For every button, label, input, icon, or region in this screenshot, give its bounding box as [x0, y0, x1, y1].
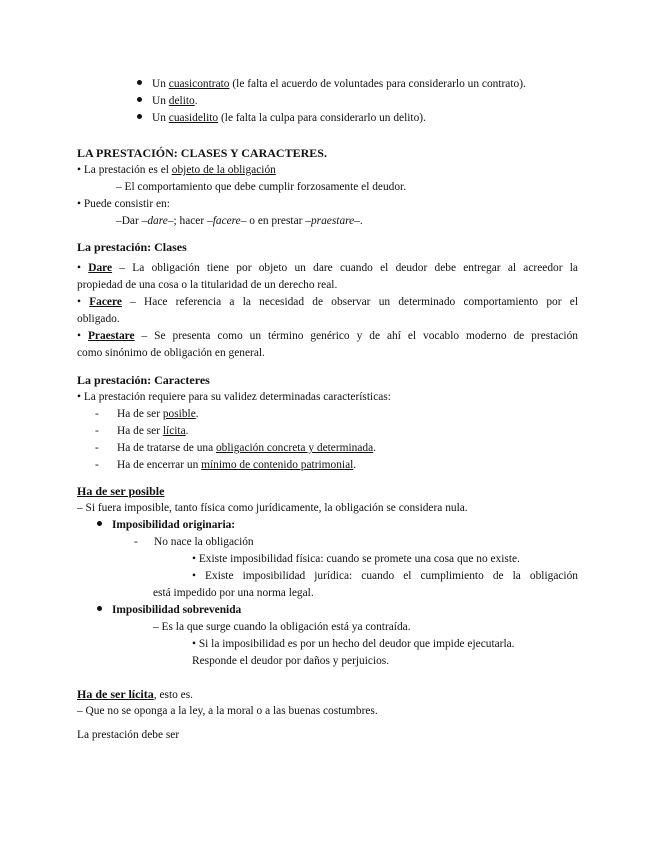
term-cuasicontrato: cuasicontrato	[168, 78, 230, 90]
def-line-1: • La prestación es el objeto de la obligación	[77, 164, 276, 176]
bullet-dot-icon	[137, 97, 142, 102]
term-dare: Dare	[88, 262, 113, 274]
originaria-bullet-2-line-1: • Existe imposibilidad jurídica: cuando el cumplimiento de la obligación	[192, 570, 578, 582]
originaria-bullet-1: • Existe imposibilidad física: cuando se promete una cosa que no existe.	[192, 553, 520, 565]
caracteres-intro: • La prestación requiere para su validez determinadas características:	[77, 391, 391, 403]
caracter-item: - Ha de encerrar un mínimo de contenido patrimonial.	[95, 459, 357, 471]
bullet-dot-icon	[137, 80, 142, 85]
intro-bullet-delito: Un delito.	[137, 93, 198, 110]
term-objeto-obligacion: objeto de la obligación	[171, 164, 276, 176]
clases-facere-line-2: obligado.	[77, 313, 120, 325]
bullet-dot-icon	[97, 606, 102, 611]
clases-dare-line-1: • Dare – La obligación tiene por objeto un dare cuando el deudor debe entregar al acreedor la	[77, 262, 578, 274]
imposibilidad-sobrevenida: Imposibilidad sobrevenida	[97, 602, 241, 619]
bullet-dot-icon	[137, 114, 142, 119]
posible-title: Ha de ser posible	[77, 484, 165, 498]
term-delito: delito	[168, 95, 195, 107]
term-cuasidelito: cuasidelito	[168, 112, 219, 124]
licita-heading: Ha de ser lícita, esto es.	[77, 687, 193, 701]
closing-line: La prestación debe ser	[77, 729, 180, 741]
licita-line-1: – Que no se oponga a la ley, a la moral o a las buenas costumbres.	[77, 705, 378, 717]
intro-bullet-cuasicontrato: Un cuasicontrato (le falta el acuerdo de voluntades para considerarlo un contrato).	[137, 76, 526, 93]
term-praestare: Praestare	[87, 330, 135, 342]
intro-bullet-cuasidelito: Un cuasidelito (le falta la culpa para considerarlo un delito).	[137, 110, 426, 127]
clases-praestare-line-1: • Praestare – Se presenta como un término genérico y de ahí el vocablo moderno de prestación	[77, 330, 578, 342]
bullet-dot-icon	[97, 521, 102, 526]
originaria-sub: - No nace la obligación	[134, 536, 254, 548]
imposibilidad-originaria: Imposibilidad originaria:	[97, 517, 235, 534]
sobrevenida-bullet-1: • Si la imposibilidad es por un hecho del deudor que impide ejecutarla.	[192, 638, 515, 650]
clases-title: La prestación: Clases	[77, 240, 187, 254]
originaria-bullet-2-line-2: está impedido por una norma legal.	[153, 587, 314, 599]
clases-dare-line-2: propiedad de una cosa o la titularidad de un derecho real.	[77, 279, 338, 291]
clases-praestare-line-2: como sinónimo de obligación en general.	[77, 347, 265, 359]
term-facere: Facere	[89, 296, 122, 308]
caracter-item: - Ha de tratarse de una obligación concreta y determinada.	[95, 442, 377, 454]
def-line-3: • Puede consistir en:	[77, 198, 170, 210]
sobrevenida-bullet-1-line-2: Responde el deudor por daños y perjuicios.	[192, 655, 390, 667]
def-line-4: –Dar –dare–; hacer –facere– o en prestar –praestare–.	[116, 215, 363, 227]
caracteres-title: La prestación: Caracteres	[77, 373, 210, 387]
clases-facere-line-1: • Facere – Hace referencia a la necesidad de observar un determinado comportamiento por el	[77, 296, 578, 308]
caracter-item: - Ha de ser posible.	[95, 408, 199, 420]
posible-line-1: – Si fuera imposible, tanto física como jurídicamente, la obligación se considera nula.	[77, 502, 468, 514]
caracter-item: - Ha de ser lícita.	[95, 425, 189, 437]
licita-title: Ha de ser lícita	[77, 687, 154, 701]
def-line-2: – El comportamiento que debe cumplir forzosamente el deudor.	[116, 181, 407, 193]
section-title: LA PRESTACIÓN: CLASES Y CARACTERES.	[77, 146, 327, 160]
sobrevenida-sub: – Es la que surge cuando la obligación está ya contraída.	[153, 621, 411, 633]
